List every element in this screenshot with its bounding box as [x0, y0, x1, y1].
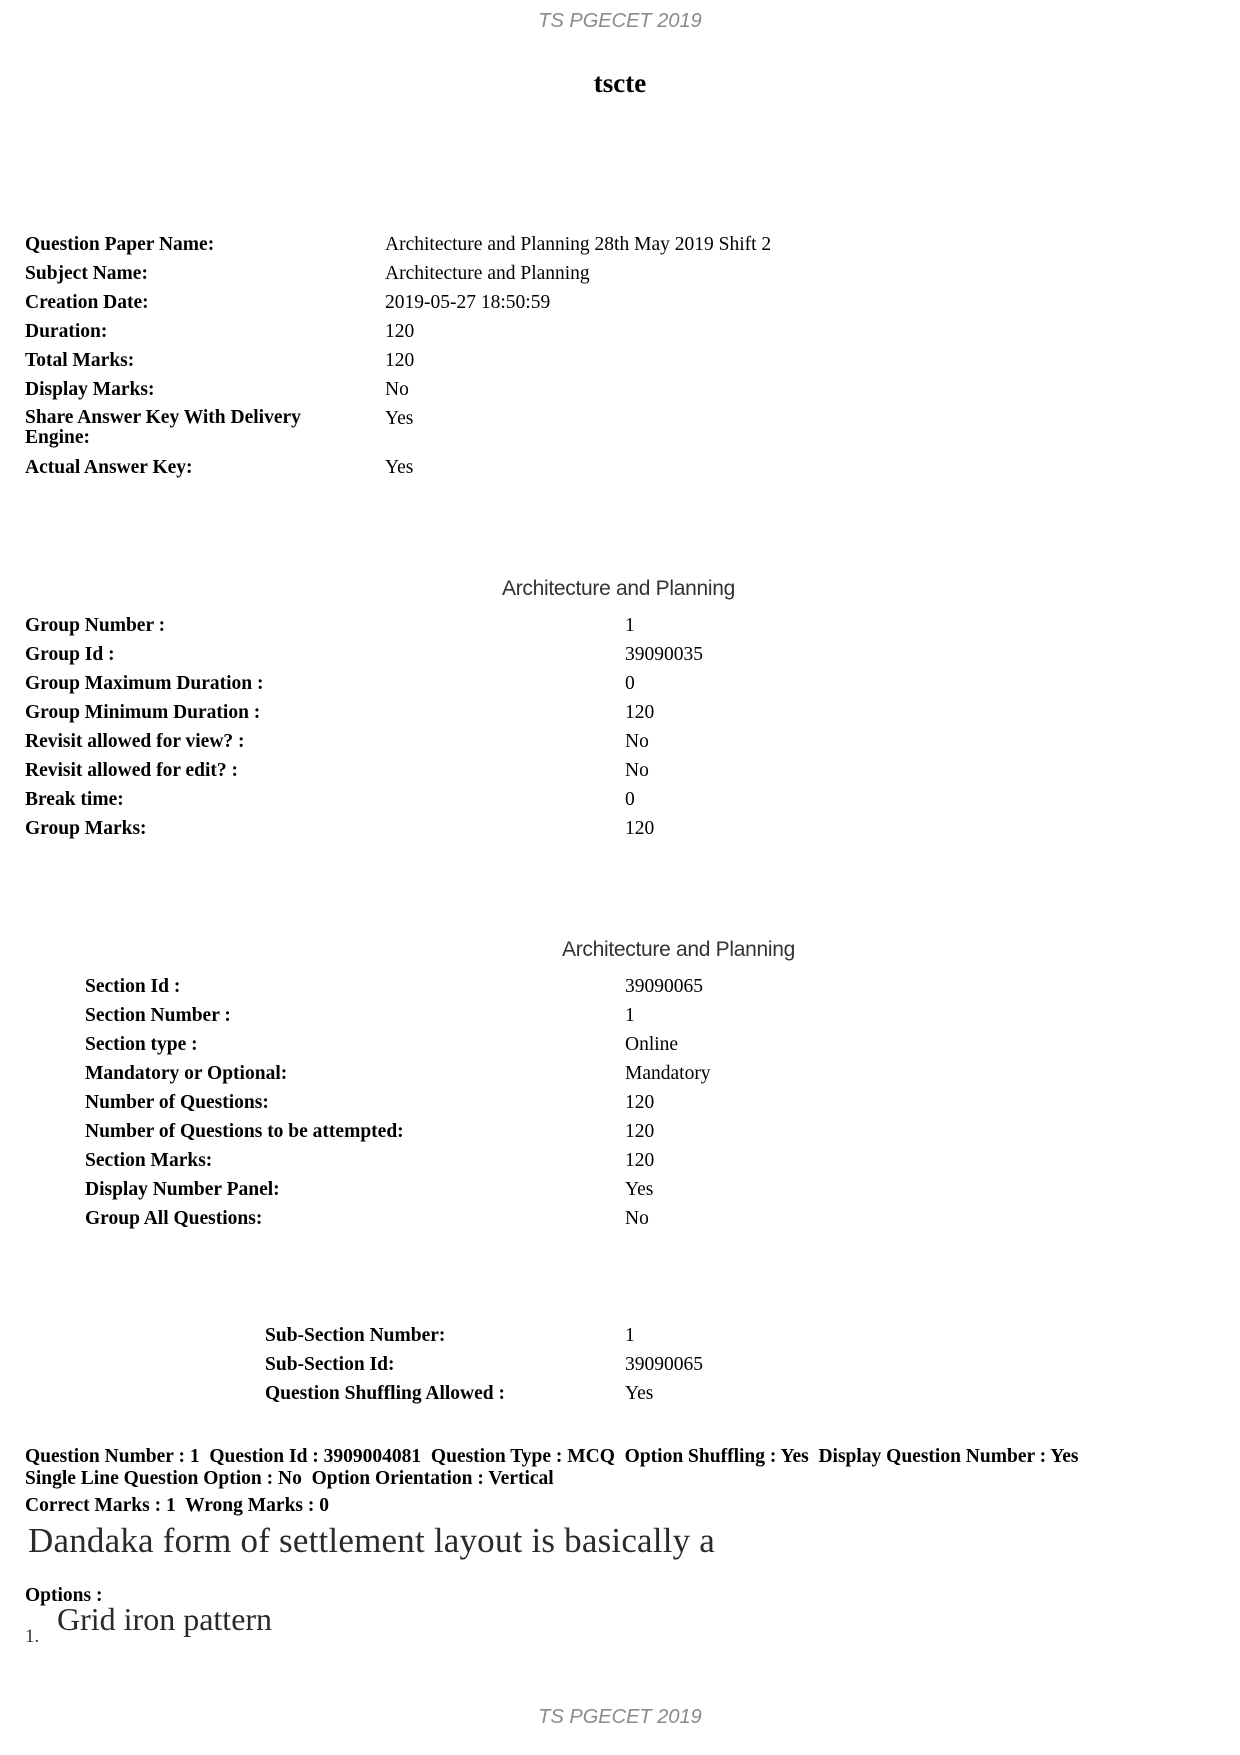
running-footer: TS PGECET 2019 [538, 1706, 702, 1728]
total-marks-value: 120 [385, 350, 415, 371]
question-text: Dandaka form of settlement layout is basically a [28, 1521, 716, 1560]
section-info-table [85, 972, 711, 1233]
group-info-row [25, 785, 703, 814]
duration-label: Duration: [25, 321, 108, 342]
display-number-panel-value: Yes [625, 1179, 654, 1200]
subsection-number-label: Sub-Section Number: [265, 1325, 446, 1346]
number-of-questions-label: Number of Questions: [85, 1092, 269, 1113]
display-marks-value: No [385, 379, 409, 400]
group-min-duration-label: Group Minimum Duration : [25, 702, 261, 723]
document-title: tscte [593, 68, 647, 98]
paper-info-row [25, 230, 771, 259]
group-max-duration-value: 0 [625, 673, 635, 694]
paper-info-table [25, 230, 771, 482]
group-min-duration-value: 120 [625, 702, 655, 723]
share-answer-key-label: Share Answer Key With Delivery Engine: [25, 407, 301, 448]
actual-answer-key-value: Yes [385, 457, 414, 478]
paper-name-label: Question Paper Name: [25, 234, 215, 255]
section-info-row [85, 972, 711, 1001]
group-all-questions-label: Group All Questions: [85, 1208, 263, 1229]
subject-name-value: Architecture and Planning [385, 263, 590, 284]
section-type-value: Online [625, 1034, 679, 1055]
group-id-label: Group Id : [25, 644, 115, 665]
section-number-label: Section Number : [85, 1005, 231, 1026]
group-heading: Architecture and Planning [502, 577, 735, 600]
subsection-id-value: 39090065 [625, 1354, 703, 1375]
revisit-edit-label: Revisit allowed for edit? : [25, 760, 239, 781]
mandatory-optional-label: Mandatory or Optional: [85, 1063, 288, 1084]
paper-info-row [25, 346, 771, 375]
subsection-info-row [265, 1321, 703, 1350]
section-id-value: 39090065 [625, 976, 703, 997]
creation-date-label: Creation Date: [25, 292, 149, 313]
group-number-label: Group Number : [25, 615, 166, 636]
question-meta-line: Single Line Question Option : No Option Orientation : Vertical [25, 1468, 554, 1489]
break-time-value: 0 [625, 789, 635, 810]
options-label: Options : [25, 1585, 103, 1606]
section-marks-value: 120 [625, 1150, 655, 1171]
subsection-info-row [265, 1379, 703, 1408]
duration-value: 120 [385, 321, 415, 342]
group-info-row [25, 669, 703, 698]
section-marks-label: Section Marks: [85, 1150, 213, 1171]
paper-info-row [25, 404, 771, 453]
group-info-row [25, 640, 703, 669]
paper-name-value: Architecture and Planning 28th May 2019 Shift 2 [385, 234, 772, 255]
running-header: TS PGECET 2019 [538, 10, 702, 32]
revisit-edit-value: No [625, 760, 649, 781]
group-info-row [25, 727, 703, 756]
section-info-row [85, 1117, 711, 1146]
group-number-value: 1 [625, 615, 635, 636]
group-info-row [25, 698, 703, 727]
option-text: Grid iron pattern [57, 1601, 273, 1637]
section-id-label: Section Id : [85, 976, 181, 997]
paper-info-row [25, 375, 771, 404]
section-info-row [85, 1146, 711, 1175]
group-info-row [25, 611, 703, 640]
group-info-table [25, 611, 703, 843]
paper-info-row [25, 259, 771, 288]
total-marks-label: Total Marks: [25, 350, 135, 371]
section-info-row [85, 1059, 711, 1088]
question-shuffling-value: Yes [625, 1383, 654, 1404]
display-number-panel-label: Display Number Panel: [85, 1179, 280, 1200]
option-number: 1. [25, 1626, 40, 1647]
subsection-info-table [265, 1321, 703, 1408]
group-info-row [25, 814, 703, 843]
group-info-row [25, 756, 703, 785]
paper-info-row [25, 317, 771, 346]
section-info-row [85, 1204, 711, 1233]
group-all-questions-value: No [625, 1208, 649, 1229]
number-of-questions-value: 120 [625, 1092, 655, 1113]
paper-info-row [25, 453, 771, 482]
break-time-label: Break time: [25, 789, 124, 810]
question-marks-line: Correct Marks : 1 Wrong Marks : 0 [25, 1495, 330, 1516]
subsection-info-row [265, 1350, 703, 1379]
question-shuffling-label: Question Shuffling Allowed : [265, 1383, 506, 1404]
section-info-row [85, 1001, 711, 1030]
section-number-value: 1 [625, 1005, 635, 1026]
group-marks-value: 120 [625, 818, 655, 839]
section-heading: Architecture and Planning [562, 938, 795, 961]
questions-to-attempt-value: 120 [625, 1121, 655, 1142]
question-meta-line: Question Number : 1 Question Id : 3909004081 Question Type : MCQ Option Shuffling : Yes Display Question Number : Yes [25, 1446, 1079, 1467]
paper-info-row [25, 288, 771, 317]
group-max-duration-label: Group Maximum Duration : [25, 673, 264, 694]
questions-to-attempt-label: Number of Questions to be attempted: [85, 1121, 404, 1142]
subsection-id-label: Sub-Section Id: [265, 1354, 395, 1375]
creation-date-value: 2019-05-27 18:50:59 [385, 292, 551, 313]
revisit-view-label: Revisit allowed for view? : [25, 731, 245, 752]
section-info-row [85, 1175, 711, 1204]
subsection-number-value: 1 [625, 1325, 635, 1346]
revisit-view-value: No [625, 731, 649, 752]
group-marks-label: Group Marks: [25, 818, 147, 839]
share-answer-key-value: Yes [385, 408, 414, 429]
display-marks-label: Display Marks: [25, 379, 155, 400]
group-id-value: 39090035 [625, 644, 703, 665]
subject-name-label: Subject Name: [25, 263, 148, 284]
actual-answer-key-label: Actual Answer Key: [25, 457, 193, 478]
section-info-row [85, 1088, 711, 1117]
mandatory-optional-value: Mandatory [625, 1063, 711, 1084]
section-info-row [85, 1030, 711, 1059]
section-type-label: Section type : [85, 1034, 198, 1055]
